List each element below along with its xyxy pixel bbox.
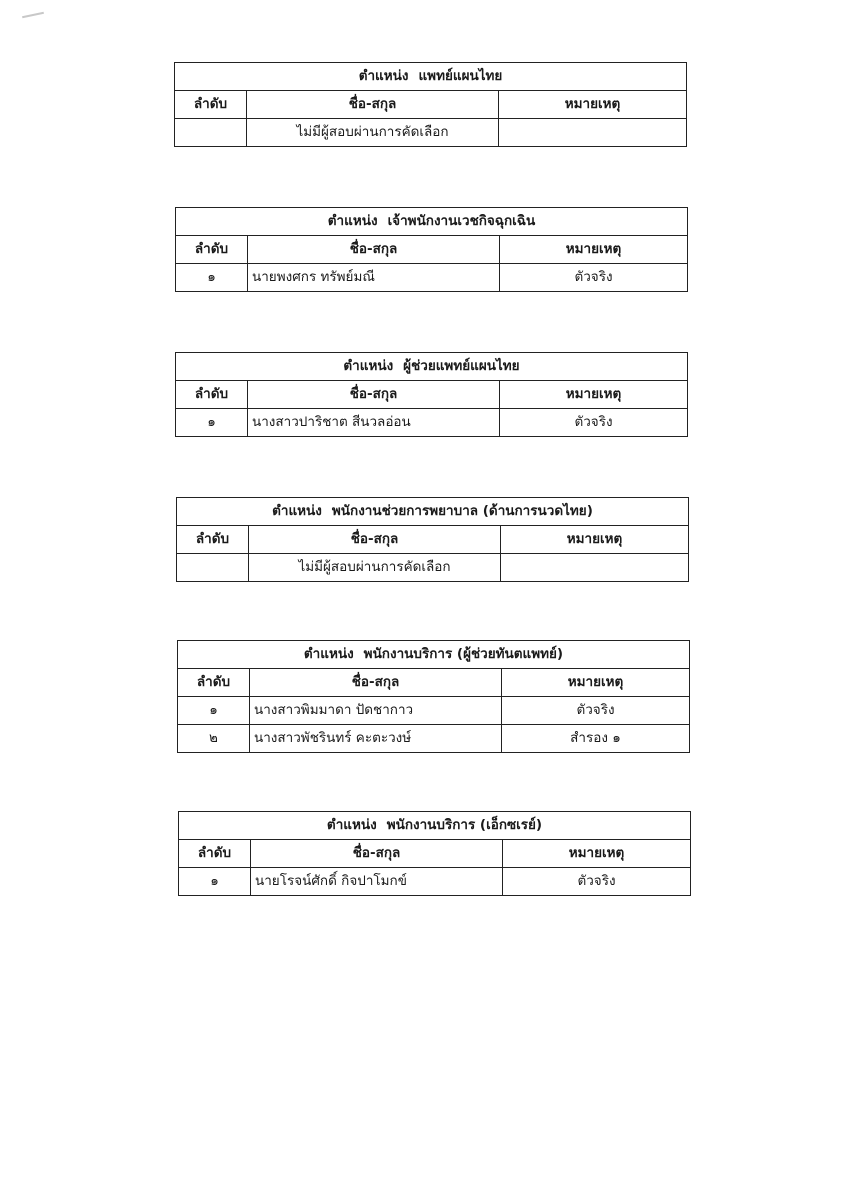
- row-note: ตัวจริง: [500, 409, 688, 437]
- header-order: ลำดับ: [175, 91, 247, 119]
- position-name: พนักงานบริการ (ผู้ช่วยทันตแพทย์): [363, 646, 564, 662]
- table-row: [179, 868, 691, 896]
- header-note: หมายเหตุ: [502, 669, 690, 697]
- title-prefix: ตำแหน่ง: [343, 358, 394, 374]
- position-title: [175, 63, 687, 91]
- row-note: [499, 119, 687, 147]
- table-row: [176, 409, 688, 437]
- position-title: [176, 208, 688, 236]
- row-note: ตัวจริง: [503, 868, 691, 896]
- header-name: ชื่อ-สกุล: [249, 526, 501, 554]
- title-prefix: ตำแหน่ง: [303, 646, 354, 662]
- row-order: ๒: [178, 725, 250, 753]
- title-prefix: ตำแหน่ง: [272, 503, 322, 519]
- row-order: [177, 554, 249, 582]
- position-title: [178, 641, 690, 669]
- header-note: หมายเหตุ: [499, 91, 687, 119]
- position-title: [177, 498, 689, 526]
- position-table-emergency-medical-officer: [175, 207, 688, 292]
- row-order: ๑: [178, 697, 250, 725]
- position-table-nursing-aide-massage: [176, 497, 689, 582]
- row-note: [501, 554, 689, 582]
- title-prefix: ตำแหน่ง: [326, 817, 377, 833]
- position-name: พนักงานบริการ (เอ็กซเรย์): [386, 817, 543, 833]
- scan-speck: [22, 12, 44, 19]
- row-name: นายพงศกร ทรัพย์มณี: [248, 264, 500, 292]
- no-candidate-text: ไม่มีผู้สอบผ่านการคัดเลือก: [247, 119, 499, 147]
- position-table-thai-traditional-assistant: [175, 352, 688, 437]
- table-row: [178, 697, 690, 725]
- position-table-dental-assistant: [177, 640, 690, 753]
- header-note: หมายเหตุ: [500, 236, 688, 264]
- row-name: นางสาวพัชรินทร์ คะตะวงษ์: [250, 725, 502, 753]
- header-order: ลำดับ: [178, 669, 250, 697]
- position-name: แพทย์แผนไทย: [418, 68, 503, 84]
- row-name: นางสาวพิมมาดา ปัดชากาว: [250, 697, 502, 725]
- no-candidate-text: ไม่มีผู้สอบผ่านการคัดเลือก: [249, 554, 501, 582]
- position-table-xray: [178, 811, 691, 896]
- row-name: นางสาวปาริชาต สีนวลอ่อน: [248, 409, 500, 437]
- row-order: ๑: [176, 264, 248, 292]
- header-name: ชื่อ-สกุล: [248, 381, 500, 409]
- row-order: ๑: [176, 409, 248, 437]
- position-title: [176, 353, 688, 381]
- row-note: ตัวจริง: [500, 264, 688, 292]
- row-order: [175, 119, 247, 147]
- row-note: สำรอง ๑: [502, 725, 690, 753]
- position-table-thai-traditional-doctor: [174, 62, 687, 147]
- header-note: หมายเหตุ: [500, 381, 688, 409]
- header-name: ชื่อ-สกุล: [250, 669, 502, 697]
- title-prefix: ตำแหน่ง: [358, 68, 409, 84]
- table-row: [177, 554, 689, 582]
- position-name: ผู้ช่วยแพทย์แผนไทย: [403, 358, 520, 374]
- row-order: ๑: [179, 868, 251, 896]
- header-order: ลำดับ: [179, 840, 251, 868]
- header-name: ชื่อ-สกุล: [248, 236, 500, 264]
- position-name: พนักงานช่วยการพยาบาล (ด้านการนวดไทย): [331, 503, 593, 519]
- header-note: หมายเหตุ: [503, 840, 691, 868]
- header-note: หมายเหตุ: [501, 526, 689, 554]
- table-row: [176, 264, 688, 292]
- row-name: นายโรจน์ศักดิ์ กิจปาโมกข์: [251, 868, 503, 896]
- table-row: [178, 725, 690, 753]
- header-order: ลำดับ: [176, 236, 248, 264]
- header-order: ลำดับ: [177, 526, 249, 554]
- position-title: [179, 812, 691, 840]
- table-row: [175, 119, 687, 147]
- header-name: ชื่อ-สกุล: [247, 91, 499, 119]
- row-note: ตัวจริง: [502, 697, 690, 725]
- header-order: ลำดับ: [176, 381, 248, 409]
- position-name: เจ้าพนักงานเวชกิจฉุกเฉิน: [387, 213, 536, 229]
- header-name: ชื่อ-สกุล: [251, 840, 503, 868]
- title-prefix: ตำแหน่ง: [327, 213, 378, 229]
